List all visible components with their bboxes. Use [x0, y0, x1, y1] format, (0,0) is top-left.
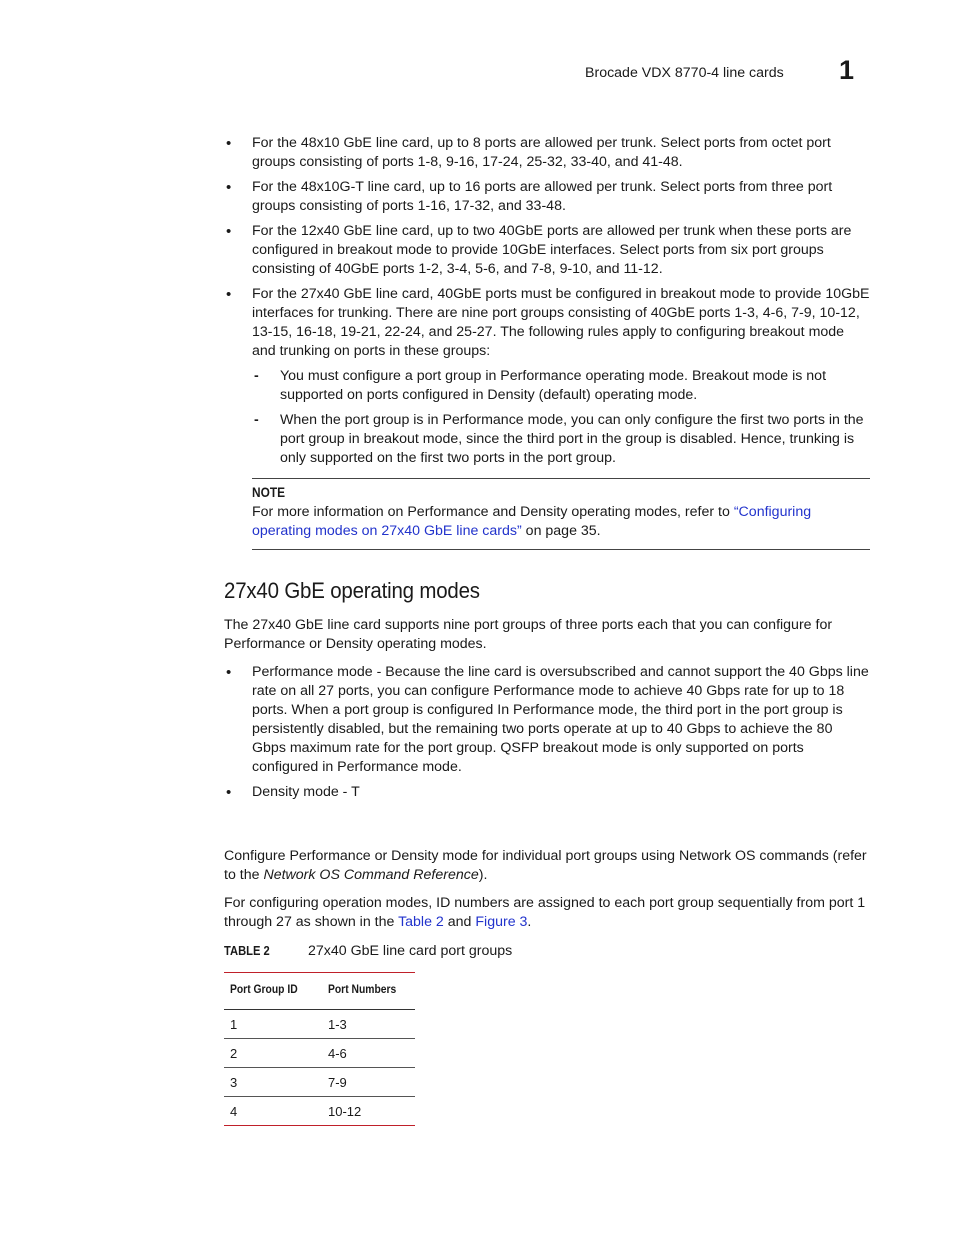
command-reference-title: Network OS Command Reference [263, 867, 479, 883]
table-cell: 4-6 [322, 1039, 415, 1068]
page-header-title: Brocade VDX 8770-4 line cards [585, 65, 784, 81]
table-row [224, 1010, 415, 1039]
column-header-port-numbers: Port Numbers [322, 973, 415, 1010]
list-item: • For the 48x10G-T line card, up to 16 ports are allowed per trunk. Select ports from three port groups consisting of ports 1-16, 17-32, and 33-48. [224, 178, 870, 216]
note-text: For more information on Performance and Density operating modes, refer to “Configuring operating modes on 27x40 GbE line cards” on page 35. [252, 504, 812, 539]
list-item: • Density mode - T [224, 783, 870, 802]
table-cell: 7-9 [322, 1068, 415, 1097]
figure-3-link[interactable]: Figure 3 [475, 914, 528, 930]
configure-paragraph: Configure Performance or Density mode for individual port groups using Network OS commands (refer to the Network OS Command Reference). [224, 848, 867, 883]
table-row [224, 1068, 415, 1097]
sub-list-item: - You must configure a port group in Performance operating mode. Breakout mode is not supported on ports configured in Density (default) operating mode. [252, 367, 870, 405]
table-caption-text: 27x40 GbE line card port groups [308, 943, 513, 959]
operating-modes-list [224, 663, 870, 802]
table-cell: 10-12 [328, 1104, 362, 1119]
section-intro: The 27x40 GbE line card supports nine port groups of three ports each that you can configure for Performance or Density operating modes. [224, 617, 833, 652]
list-item: • Performance mode - Because the line card is oversubscribed and cannot support the 40 Gbps line rate on all 27 ports, you can configure Performance mode to achieve 40 Gbps rate for up to 18 ports. When a port group is configured In Performance mode, the third port in the port group is persistently disabled, but the remaining two ports operate at up to 40 Gbps to achieve the 80 Gbps maximum rate for the port group. QSFP breakout mode is only supported on ports configured in Performance mode. [224, 663, 870, 777]
sub-list-item: - When the port group is in Performance mode, you can only configure the first two ports in the port group in breakout mode, since the third port in the group is disabled. Hence, trunking is only supported on the first two ports in the port group. [252, 411, 870, 468]
port-id-paragraph: For configuring operation modes, ID numbers are assigned to each port group sequentially from port 1 through 27 as shown in the Table 2 and Figure 3. [224, 895, 866, 930]
list-item: • For the 12x40 GbE line card, up to two 40GbE ports are allowed per trunk when these ports are configured in breakout mode to provide 10GbE interfaces. Select ports from six port groups consisting of 40GbE ports 1-2, 3-4, 5-6, and 7-8, 9-10, and 11-12. [224, 222, 870, 279]
table-header-row [224, 973, 415, 1010]
table-row [224, 1097, 415, 1126]
table-cell: 2 [224, 1039, 322, 1068]
table-cell: 1-3 [322, 1010, 415, 1039]
table-row [224, 1039, 415, 1068]
note-cross-reference-link[interactable]: “Configuring operating modes on 27x40 GbE line cards” [252, 504, 812, 539]
list-item [224, 285, 870, 468]
table-cell: 4 [230, 1104, 238, 1119]
table-tag: TABLE 2 [224, 943, 270, 958]
note-box [252, 478, 870, 550]
note-label: NOTE [252, 485, 286, 500]
section-heading: 27x40 GbE operating modes [224, 578, 480, 603]
page-content [224, 134, 870, 1126]
table-caption [224, 941, 870, 961]
trunk-rules-list [224, 134, 870, 468]
table-cell: 3 [224, 1068, 322, 1097]
list-item: • For the 48x10 GbE line card, up to 8 ports are allowed per trunk. Select ports from octet port groups consisting of ports 1-8, 9-16, 17-24, 25-32, 33-40, and 41-48. [224, 134, 870, 172]
table-cell: 1 [224, 1010, 322, 1039]
column-header-port-group-id: Port Group ID [224, 973, 322, 1010]
chapter-number: 1 [839, 55, 855, 85]
sub-rules-list [252, 367, 870, 468]
table-2-link[interactable]: Table 2 [398, 914, 444, 930]
port-groups-table [224, 972, 415, 1126]
list-item-text: For the 27x40 GbE line card, 40GbE ports must be configured in breakout mode to provide 10GbE interfaces for trunking. There are nine port groups consisting of 40GbE ports 1-3, 4-6, 7-9, 10-12, 13-15, 16-18, 19-21, 22-24, and 25-27. The following rules apply to configuring breakout mode and trunking on ports in these groups: [252, 286, 870, 359]
